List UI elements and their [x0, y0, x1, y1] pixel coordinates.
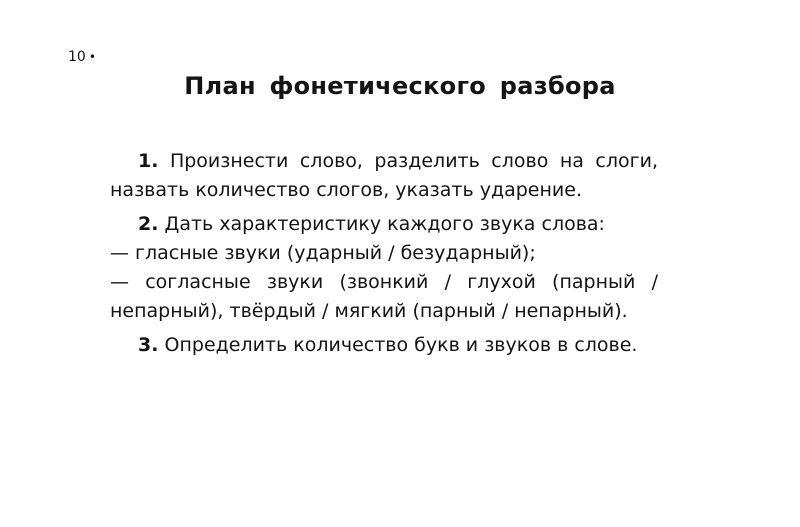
plan-item-number: 1.	[138, 150, 159, 172]
plan-item-1	[110, 147, 658, 205]
plan-item-number: 3.	[138, 334, 159, 356]
plan-item-text: Определить количество букв и звуков в слове.	[164, 334, 638, 356]
plan-item-3	[110, 331, 658, 360]
plan-subitem-consonants: — согласные звуки (звонкий / глухой (парный / непарный), твёрдый / мягкий (парный / непарный).	[110, 271, 658, 322]
plan-item-number: 2.	[138, 213, 159, 235]
plan-subitem-vowels: — гласные звуки (ударный / безударный);	[110, 242, 536, 264]
page-number	[68, 47, 96, 67]
plan-item-text: Дать характеристику каждого звука слова:	[164, 213, 605, 235]
plan-item-text: Произнести слово, разделить слово на слоги, назвать количество слогов, указать ударение.	[110, 150, 658, 201]
page-number-bullet: •	[88, 50, 96, 64]
plan-item-heading-line	[110, 210, 658, 239]
plan-list	[110, 147, 658, 365]
page-title: План фонетического разбора	[184, 72, 616, 100]
plan-item-2	[110, 210, 658, 326]
page-number-value: 10	[68, 49, 86, 65]
